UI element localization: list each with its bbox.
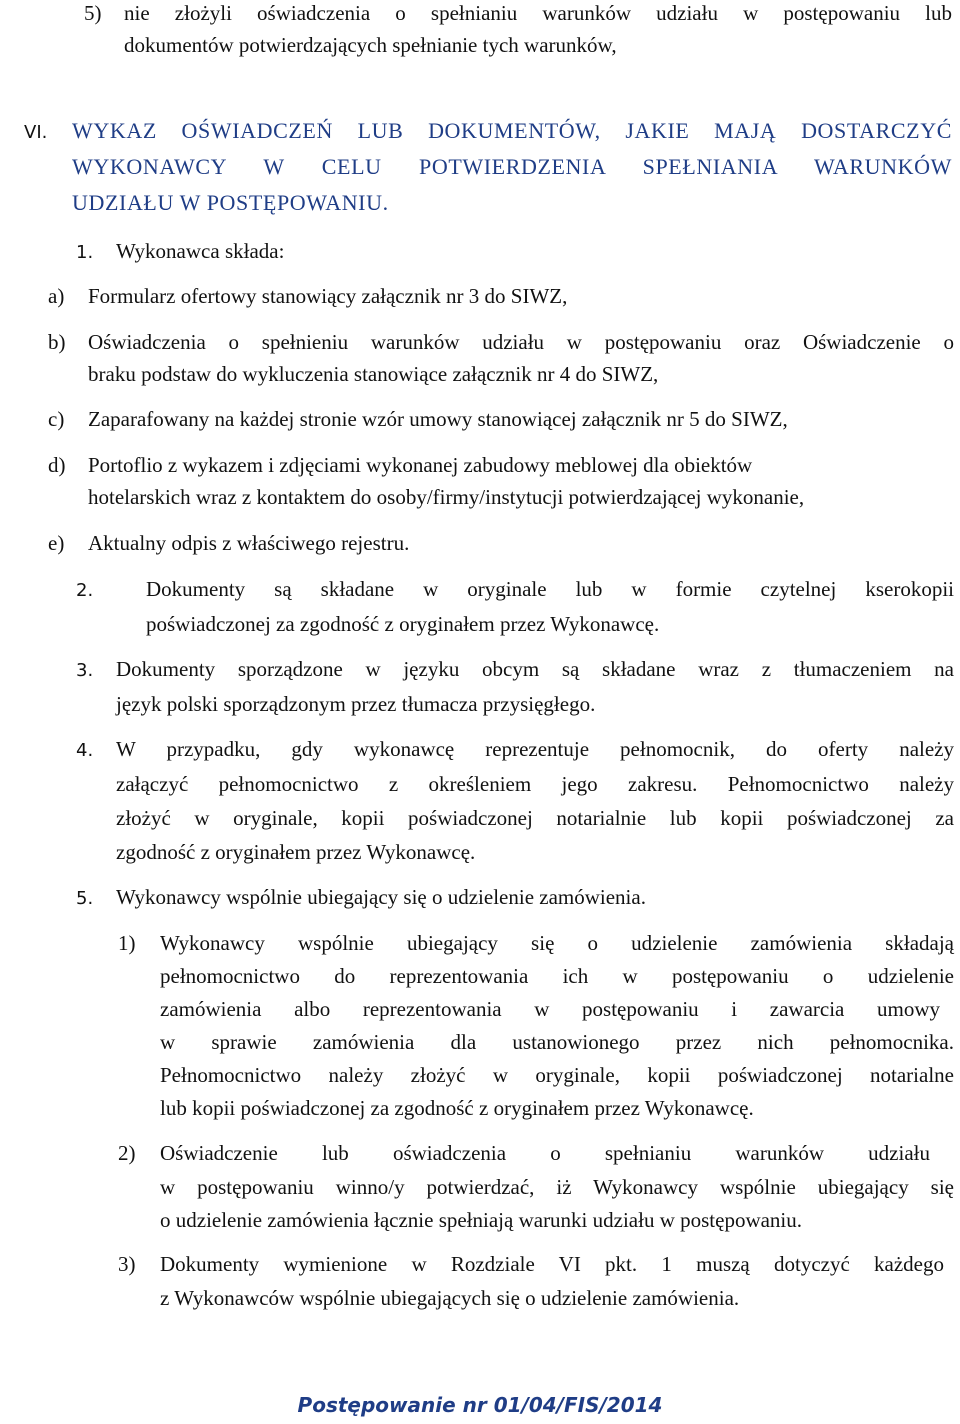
sub-item-text: w postępowaniu winno/y potwierdzać, iż Wykonawcy wspólnie ubiegający się <box>160 1175 954 1199</box>
list-item-marker: d) <box>48 453 66 477</box>
list-item-marker: b) <box>48 330 66 354</box>
point-text: zgodność z oryginałem przez Wykonawcę. <box>116 840 476 864</box>
list-item-text: braku podstaw do wykluczenia stanowiące załącznik nr 4 do SIWZ, <box>88 362 659 386</box>
point-text: Wykonawcy wspólnie ubiegający się o udzielenie zamówienia. <box>116 885 646 909</box>
list-item-marker: a) <box>48 284 65 308</box>
list-item-text: nie złożyli oświadczenia o spełnianiu warunków udziału w postępowaniu lub <box>124 1 952 25</box>
point-marker: 2. <box>76 580 94 601</box>
point-marker: 3. <box>76 660 94 681</box>
section-heading: WYKAZ OŚWIADCZEŃ LUB DOKUMENTÓW, JAKIE MAJĄ DOSTARCZYĆ <box>72 118 952 143</box>
point-marker: 1. <box>76 242 94 263</box>
point-text: W przypadku, gdy wykonawcę reprezentuje pełnomocnik, do oferty należy <box>116 737 954 761</box>
sub-item-text: Oświadczenie lub oświadczenia o spełnianiu warunków udziału <box>160 1141 930 1165</box>
point-marker: 5. <box>76 888 94 909</box>
list-item-text: Aktualny odpis z właściwego rejestru. <box>88 531 410 555</box>
section-heading: WYKONAWCY W CELU POTWIERDZENIA SPEŁNIANIA WARUNKÓW <box>72 154 952 179</box>
point-text: Dokumenty są składane w oryginale lub w formie czytelnej kserokopii <box>146 577 954 601</box>
list-item-text: Formularz ofertowy stanowiący załącznik nr 3 do SIWZ, <box>88 284 568 308</box>
point-marker: 4. <box>76 740 94 761</box>
list-item-marker: 5) <box>84 1 102 25</box>
section-heading: UDZIAŁU W POSTĘPOWANIU. <box>72 190 389 215</box>
point-text: Dokumenty sporządzone w języku obcym są składane wraz z tłumaczeniem na <box>116 657 954 681</box>
point-text: język polski sporządzonym przez tłumacza przysięgłego. <box>116 692 596 716</box>
sub-item-text: Pełnomocnictwo należy złożyć w oryginale, kopii poświadczonej notarialne <box>160 1063 954 1087</box>
sub-item-marker: 1) <box>118 931 136 955</box>
list-item-text: Oświadczenia o spełnieniu warunków udziału w postępowaniu oraz Oświadczenie o <box>88 330 954 354</box>
sub-item-marker: 2) <box>118 1141 136 1165</box>
sub-item-text: lub kopii poświadczonej za zgodność z oryginałem przez Wykonawcę. <box>160 1096 754 1120</box>
section-number: VI. <box>24 122 48 143</box>
list-item-text: dokumentów potwierdzających spełnianie tych warunków, <box>124 33 617 57</box>
point-text: złożyć w oryginale, kopii poświadczonej notarialnie lub kopii poświadczonej za <box>116 806 954 830</box>
sub-item-marker: 3) <box>118 1252 136 1276</box>
sub-item-text: z Wykonawców wspólnie ubiegających się o udzielenie zamówienia. <box>160 1286 740 1310</box>
sub-item-text: Wykonawcy wspólnie ubiegający się o udzielenie zamówienia składają <box>160 931 954 955</box>
sub-item-text: o udzielenie zamówienia łącznie spełniają warunki udziału w postępowaniu. <box>160 1208 803 1232</box>
point-text: Wykonawca składa: <box>116 239 285 263</box>
list-item-text: Zaparafowany na każdej stronie wzór umowy stanowiącej załącznik nr 5 do SIWZ, <box>88 407 788 431</box>
list-item-marker: c) <box>48 407 65 431</box>
list-item-text: Portoflio z wykazem i zdjęciami wykonanej zabudowy meblowej dla obiektów <box>88 453 753 477</box>
sub-item-text: w sprawie zamówienia dla ustanowionego przez nich pełnomocnika. <box>160 1030 954 1054</box>
list-item-text: hotelarskich wraz z kontaktem do osoby/firmy/instytucji potwierdzającej wykonanie, <box>88 485 805 509</box>
sub-item-text: zamówienia albo reprezentowania w postępowaniu i zawarcia umowy <box>160 997 940 1021</box>
sub-item-text: pełnomocnictwo do reprezentowania ich w postępowaniu o udzielenie <box>160 964 954 988</box>
sub-item-text: Dokumenty wymienione w Rozdziale VI pkt. 1 muszą dotyczyć każdego <box>160 1252 944 1276</box>
list-item-marker: e) <box>48 531 65 555</box>
page-footer: Postępowanie nr 01/04/FIS/2014 <box>297 1393 663 1417</box>
point-text: załączyć pełnomocnictwo z określeniem jego zakresu. Pełnomocnictwo należy <box>116 772 954 796</box>
point-text: poświadczonej za zgodność z oryginałem przez Wykonawcę. <box>146 612 660 636</box>
